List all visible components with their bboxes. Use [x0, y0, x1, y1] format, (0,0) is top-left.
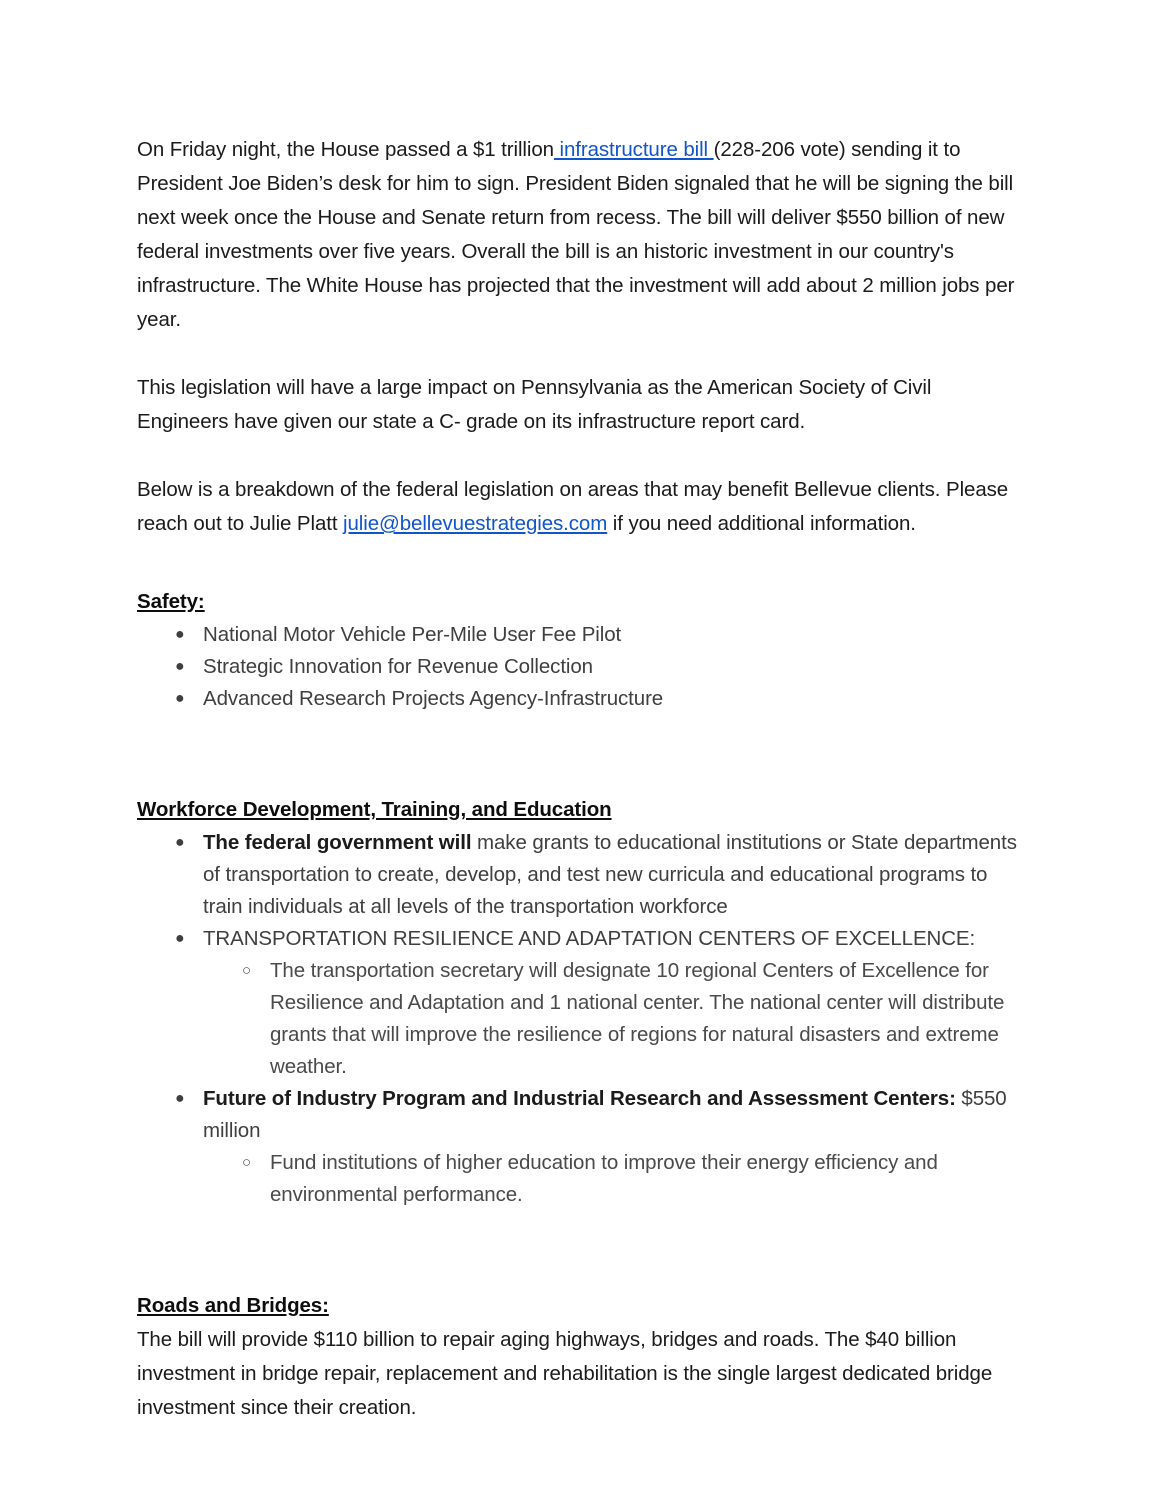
list-item-label: Advanced Research Projects Agency-Infrastructure [203, 687, 664, 710]
section-heading-roads [137, 1289, 1021, 1323]
breakdown-text-before-email: Below is a breakdown of the federal legislation on areas that may benefit Bellevue clients. Please reach out to Julie Platt [137, 478, 1009, 535]
pennsylvania-paragraph: This legislation will have a large impact on Pennsylvania as the American Society of Civil Engineers have given our state a C- grade on its infrastructure report card. [137, 376, 932, 433]
intro-paragraph [137, 133, 1021, 337]
list-item-label: make grants to educational institutions or State departments of transportation to create, develop, and test new curricula and educational programs to train individuals at all levels of the transportation workforce [203, 831, 1017, 918]
intro-text-after-link: (228-206 vote) sending it to President Joe Biden’s desk for him to sign. President Biden signaled that he will be signing the bill next week once the House and Senate return from recess. The bill will deliver $550 billion of new federal investments over five years. Overall the bill is an historic investment in our country's infrastructure. The White House has projected that the investment will add about 2 million jobs per year. [137, 138, 1015, 331]
bullet-circle-icon: ○ [242, 1154, 251, 1171]
sub-list-item [203, 1147, 1021, 1211]
section-heading-roads-label: Roads and Bridges: [137, 1294, 329, 1317]
section-spacer [137, 541, 1021, 585]
list-item [137, 827, 1021, 923]
sub-list-item-label: Fund institutions of higher education to improve their energy efficiency and environmental performance. [270, 1151, 938, 1206]
section-heading-safety [137, 585, 1021, 619]
intro-text-before-link: On Friday night, the House passed a $1 trillion [137, 138, 554, 161]
breakdown-text-after-email: if you need additional information. [607, 512, 916, 535]
list-item-label-bold: The federal government will [203, 831, 472, 854]
section-spacer [137, 1211, 1021, 1289]
list-item-label: National Motor Vehicle Per-Mile User Fee Pilot [203, 623, 622, 646]
bullet-disc-icon: ● [175, 930, 185, 947]
list-item [137, 651, 1021, 683]
list-item-label: TRANSPORTATION RESILIENCE AND ADAPTATION CENTERS OF EXCELLENCE: [203, 927, 976, 950]
section-heading-workforce [137, 793, 1021, 827]
bullet-disc-icon: ● [175, 1090, 185, 1107]
list-item-label: $550 million [203, 1087, 1007, 1142]
list-item [137, 619, 1021, 651]
workforce-sub-list [203, 955, 1021, 1083]
bullet-disc-icon: ● [175, 690, 185, 707]
paragraph-spacer [137, 439, 1021, 473]
bullet-disc-icon: ● [175, 834, 185, 851]
section-heading-workforce-label: Workforce Development, Training, and Education [137, 798, 612, 821]
safety-bullet-list [137, 619, 1021, 715]
list-item [137, 1083, 1021, 1211]
infrastructure-bill-link[interactable]: infrastructure bill [553, 138, 714, 161]
list-item-label: Strategic Innovation for Revenue Collection [203, 655, 593, 678]
document-content [137, 133, 1021, 1425]
sub-list-item [203, 955, 1021, 1083]
email-link[interactable]: julie@bellevuestrategies.com [343, 512, 608, 535]
sub-list-item-label: The transportation secretary will designate 10 regional Centers of Excellence for Resilience and Adaptation and 1 national center. The national center will distribute grants that will improve the resilience of regions for natural disasters and extreme weather. [270, 959, 1005, 1078]
paragraph-spacer [137, 337, 1021, 371]
bullet-circle-icon: ○ [242, 962, 251, 979]
list-item [137, 683, 1021, 715]
future-industry-sub-list [203, 1147, 1021, 1211]
section-spacer [137, 715, 1021, 793]
bullet-disc-icon: ● [175, 658, 185, 675]
breakdown-paragraph [137, 473, 1021, 541]
roads-paragraph: The bill will provide $110 billion to repair aging highways, bridges and roads. The $40 billion investment in bridge repair, replacement and rehabilitation is the single largest dedicated bridge investment since their creation. [137, 1328, 993, 1419]
workforce-bullet-list [137, 827, 1021, 1211]
section-heading-safety-label: Safety: [137, 590, 205, 613]
list-item [137, 923, 1021, 1083]
bullet-disc-icon: ● [175, 626, 185, 643]
list-item-label-bold: Future of Industry Program and Industrial Research and Assessment Centers: [203, 1087, 956, 1110]
